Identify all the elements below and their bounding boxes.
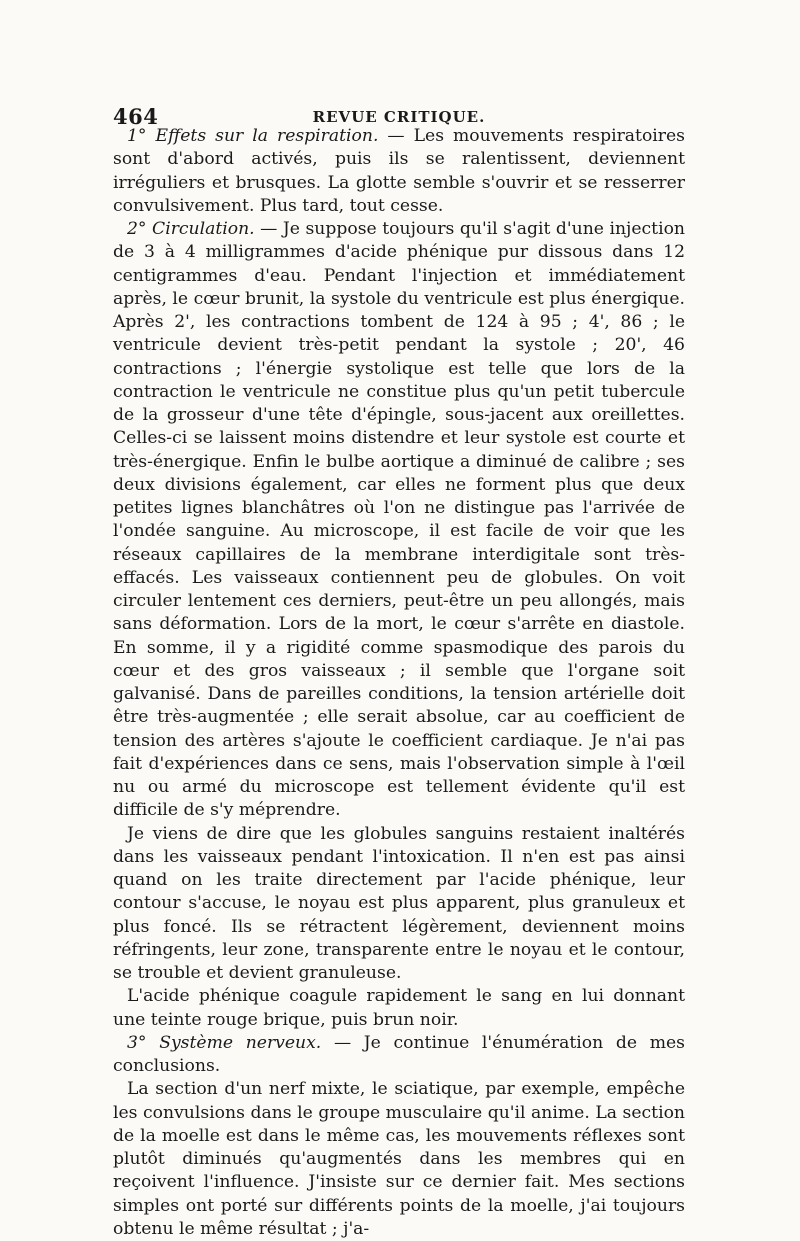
paragraph-text: La section d'un nerf mixte, le sciatique, par exemple, empêche les convulsions dans le groupe musculaire qu'il anime. La section de la moelle est dans le même cas, les mouvements réflexes sont plutôt diminués qu'augmentés dans les membres qui en reçoivent l'influence. J'insiste sur ce dernier fait. Mes sections simples ont porté sur différents points de la moelle, j'ai toujours obtenu le même résultat ; j'a-: [113, 1079, 685, 1239]
paragraph-text: — Je continue l'énumération de mes conclusions.: [113, 1032, 686, 1076]
body-text: [113, 125, 685, 1241]
paragraph-nerve-section: [113, 1078, 685, 1241]
paragraph-coagulation: [113, 985, 685, 1032]
paragraph-nervous-system: [113, 1032, 685, 1079]
page-number: 464: [113, 104, 159, 129]
paragraph-respiration: [113, 125, 685, 218]
running-title: REVUE CRITIQUE.: [312, 108, 486, 126]
section-heading-respiration: 1° Effets sur la respiration.: [127, 126, 379, 146]
paragraph-text: — Les mouvements respiratoires sont d'abord activés, puis ils se ralentissent, deviennent irréguliers et brusques. La glotte semble s'ouvrir et se resserrer convulsivement. Plus tard, tout cesse.: [113, 126, 685, 216]
paragraph-text: Je viens de dire que les globules sanguins restaient inaltérés dans les vaisseaux pendant l'intoxication. Il n'en est pas ainsi quand on les traite directement par l'acide phénique, leur contour s'accuse, le noyau est plus apparent, plus granuleux et plus foncé. Ils se rétractent légèrement, deviennent moins réfringents, leur zone, transparente entre le noyau et le contour, se trouble et devient granuleuse.: [113, 823, 685, 983]
section-heading-circulation: 2° Circulation.: [127, 219, 255, 239]
paragraph-circulation: [113, 218, 685, 823]
paragraph-globules: [113, 823, 685, 986]
section-heading-nervous-system: 3° Système nerveux.: [127, 1032, 322, 1053]
paragraph-text: — Je suppose toujours qu'il s'agit d'une injection de 3 à 4 milligrammes d'acide phénique pur dissous dans 12 centigrammes d'eau. Pendant l'injection et immédiatement après, le cœur brunit, la systole du ventricule est plus énergique. Après 2', les contractions tombent de 124 à 95 ; 4', 86 ; le ventricule devient très-petit pendant la systole ; 20', 46 contractions ; l'énergie systolique est telle que lors de la contraction le ventricule ne constitue plus qu'un petit tubercule de la grosseur d'une tête d'épingle, sous-jacent aux oreillettes. Celles-ci se laissent moins distendre et leur systole est courte et très-énergique. Enfin le bulbe aortique a diminué de calibre ; ses deux divisions également, car elles ne forment plus que deux petites lignes blanchâtres où l'on ne distingue pas l'arrivée de l'ondée sanguine. Au microscope, il est facile de voir que les réseaux capillaires de la membrane interdigitale sont très-effacés. Les vaisseaux contiennent peu de globules. On voit circuler lentement ces derniers, peut-être un peu allongés, mais sans déformation. Lors de la mort, le cœur s'arrête en diastole. En somme, il y a rigidité comme spasmodique des parois du cœur et des gros vaisseaux ; il semble que l'organe soit galvanisé. Dans de pareilles conditions, la tension artérielle doit être très-augmentée ; elle serait absolue, car au coefficient de tension des artères s'ajoute le coefficient cardiaque. Je n'ai pas fait d'expériences dans ce sens, mais l'observation simple à l'œil nu ou armé du microscope est tellement évidente qu'il est difficile de s'y méprendre.: [113, 219, 685, 821]
paragraph-text: L'acide phénique coagule rapidement le sang en lui donnant une teinte rouge brique, puis brun noir.: [113, 986, 685, 1030]
